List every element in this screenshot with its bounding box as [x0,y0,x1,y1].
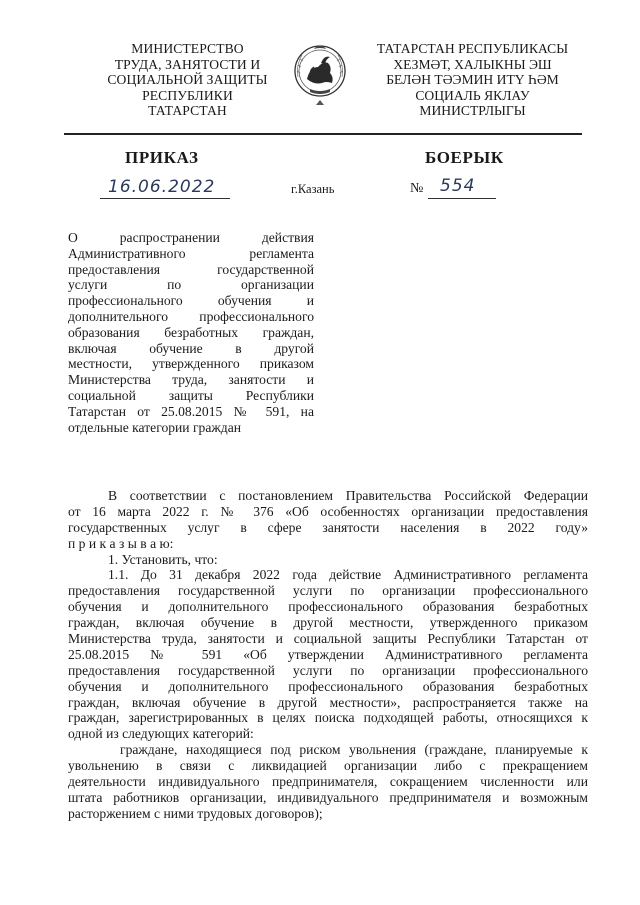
header-line: СОЦИАЛЬ ЯКЛАУ [415,87,530,103]
body-line: граждан, включая обучение в другой местности», распространяется также на [68,694,588,710]
tatarstan-coat-of-arms-icon [290,37,350,109]
ministry-name-tatar [360,41,585,119]
ministry-name-russian [80,41,295,119]
header-line: БЕЛӘН ТӘЭМИН ИТҮ ҺӘМ [386,72,559,88]
body-line: 1. Установить, что: [108,551,218,567]
body-line: одной из следующих категорий: [68,726,254,742]
body-line: предоставления государственной услуги по организации профессионального [68,583,588,599]
order-number: 554 [440,176,476,196]
body-line: граждан, включая обучение в другой местности, утвержденного приказом [68,615,588,631]
header-line: РЕСПУБЛИКИ [142,87,233,103]
body-line: обучения и дополнительного профессионального образования безработных [68,599,588,615]
body-line: 1.1. До 31 декабря 2022 года действие Административного регламента [108,567,588,583]
header-line: ТАТАРСТАН [148,103,227,119]
header-line: ТАТАРСТАН РЕСПУБЛИКАСЫ [376,41,569,56]
body-line: п р и к а з ы в а ю: [68,535,174,551]
header-divider [64,133,582,135]
header-line: МИНИСТРЛЫГЫ [419,103,526,119]
subject-line: Административного регламента [68,245,314,261]
body-line: предоставления государственной услуги по организации профессионального [68,662,588,678]
city-label: г.Казань [291,182,335,196]
header-line: ТРУДА, ЗАНЯТОСТИ И [114,56,261,72]
subject-line: отдельные категории граждан [68,419,242,435]
header-line: ХЕЗМӘТ, ХАЛЫКНЫ ЭШ [393,56,552,72]
subject-line: Татарстан от 25.08.2015 № 591, на [68,403,314,419]
order-title-russian: ПРИКАЗ [125,148,199,167]
body-line: увольнению в связи с ликвидацией организации либо с прекращением [68,758,588,774]
header-line: СОЦИАЛЬНОЙ ЗАЩИТЫ [107,72,268,88]
order-body [68,488,588,822]
date-underline [100,198,230,199]
number-underline [428,198,496,199]
body-line: Министерства труда, занятости и социальной защиты Республики Татарстан от [68,631,588,647]
order-subject [68,230,314,435]
subject-line: включая обучение в другой [68,340,314,356]
body-line: деятельности индивидуального предпринимателя, сокращением численности или [68,774,588,790]
body-line: граждан, зарегистрированных в целях поиска подходящей работы, относящихся к [68,710,588,726]
subject-line: дополнительного профессионального [68,308,314,324]
body-line: расторжением с ними трудовых договоров); [68,805,323,821]
body-line: 25.08.2015 № 591 «Об утверждении Административного регламента [68,646,588,662]
subject-line: Министерства труда, занятости и [68,372,314,388]
body-line: граждане, находящиеся под риском увольнения (граждане, планируемые к [120,742,588,758]
body-line: государственных услуг в сфере занятости населения в 2022 году» [68,519,588,535]
body-line: от 16 марта 2022 г. № 376 «Об особенностях организации предоставления [68,503,588,519]
subject-line: профессионального обучения и [68,293,314,309]
subject-line: О распространении действия [68,230,314,245]
body-line: штата работников организации, индивидуального предпринимателя и возможным [68,789,588,805]
subject-line: предоставления государственной [68,261,314,277]
order-date: 16.06.2022 [108,177,216,197]
body-line: обучения и дополнительного профессионального образования безработных [68,678,588,694]
subject-line: услуги по организации [68,277,314,293]
subject-line: местности, утвержденного приказом [68,356,314,372]
body-line: В соответствии с постановлением Правительства Российской Федерации [108,488,588,503]
subject-line: образования безработных граждан, [68,324,314,340]
number-sign: № [410,181,424,196]
subject-line: социальной защиты Республики [68,387,314,403]
order-title-tatar: БОЕРЫК [425,148,504,167]
header-line: МИНИСТЕРСТВО [131,41,244,56]
